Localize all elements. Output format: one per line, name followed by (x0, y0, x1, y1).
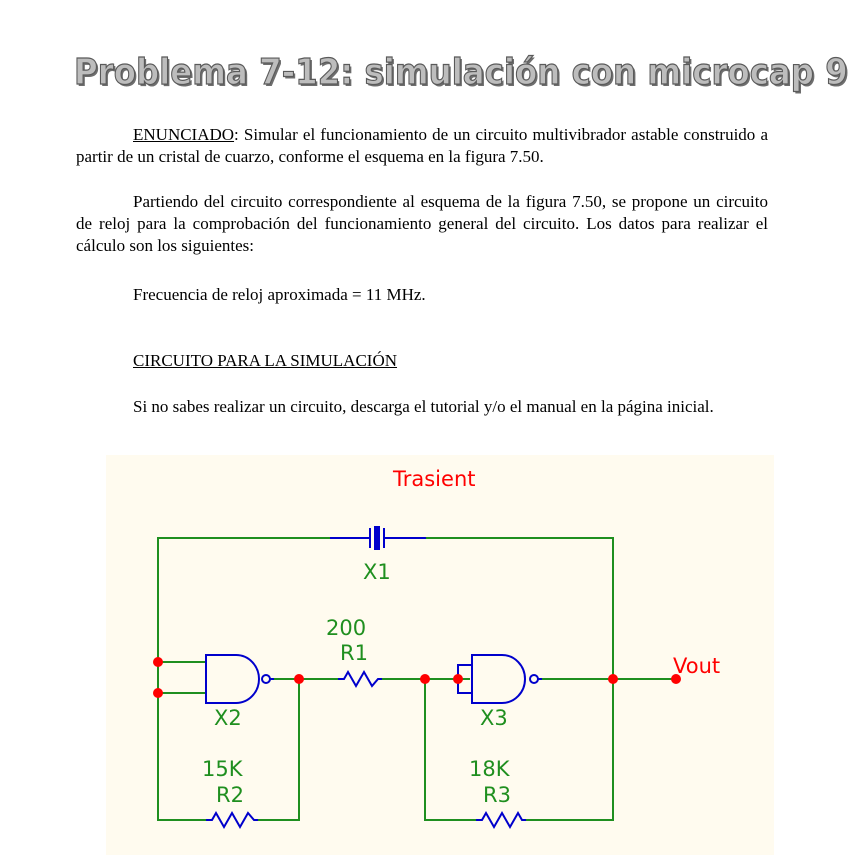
junction-nodes (153, 657, 681, 698)
gate-x2-label: X2 (214, 706, 242, 730)
node (420, 674, 430, 684)
circuit-schematic (106, 455, 774, 855)
vout-label: Vout (673, 654, 721, 678)
enunciado-label: ENUNCIADO (133, 125, 235, 144)
node (608, 674, 618, 684)
wire-r2-right (258, 679, 299, 820)
circuit-heading: CIRCUITO PARA LA SIMULACIÓN (133, 351, 398, 370)
wire-r3-left (425, 679, 476, 820)
paragraph-2: Partiendo del circuito correspondiente al esquema de la figura 7.50, se propone un circuito de reloj para la comprobación del funcionamiento general del circuito. Los datos para realizar el cálculo son los siguientes: (76, 192, 768, 255)
resistor-r3-value: 18K (469, 757, 510, 781)
wire-r3-right (526, 679, 613, 820)
nand-gate-x2 (205, 655, 274, 703)
node (453, 674, 463, 684)
page-title: Problema 7-12: simulación con microcap 9 (74, 52, 848, 93)
nand-gate-x3 (458, 655, 542, 703)
enunciado-text: : Simular el funcionamiento de un circuito multivibrador astable construido a partir de un cristal de cuarzo, conforme el esquema en la figura 7.50. (76, 125, 768, 166)
enunciado-paragraph (76, 124, 768, 168)
resistor-r1-label: R1 (340, 641, 368, 665)
circuit-schematic-panel (106, 455, 774, 855)
wire-r2-left (158, 693, 206, 820)
resistor-r2-label: R2 (216, 783, 244, 807)
crystal-x1-label: X1 (363, 560, 391, 584)
gate-x3-label: X3 (480, 706, 508, 730)
wire-right-top (426, 538, 613, 678)
frequency-line: Frecuencia de reloj aproximada = 11 MHz. (133, 285, 426, 304)
paragraph-3: Si no sabes realizar un circuito, descarga el tutorial y/o el manual en la página inicial. (133, 397, 714, 416)
resistor-r3-label: R3 (483, 783, 511, 807)
resistor-r2-symbol (206, 813, 258, 827)
resistor-r2-value: 15K (202, 757, 243, 781)
node (294, 674, 304, 684)
wire-left-top (158, 538, 330, 662)
crystal-x1-symbol (330, 526, 426, 550)
resistor-r1-value: 200 (326, 616, 367, 640)
analysis-label: Trasient (393, 467, 476, 491)
resistor-r3-symbol (476, 813, 526, 827)
resistor-r1-symbol (338, 672, 382, 686)
node (153, 657, 163, 667)
node (153, 688, 163, 698)
